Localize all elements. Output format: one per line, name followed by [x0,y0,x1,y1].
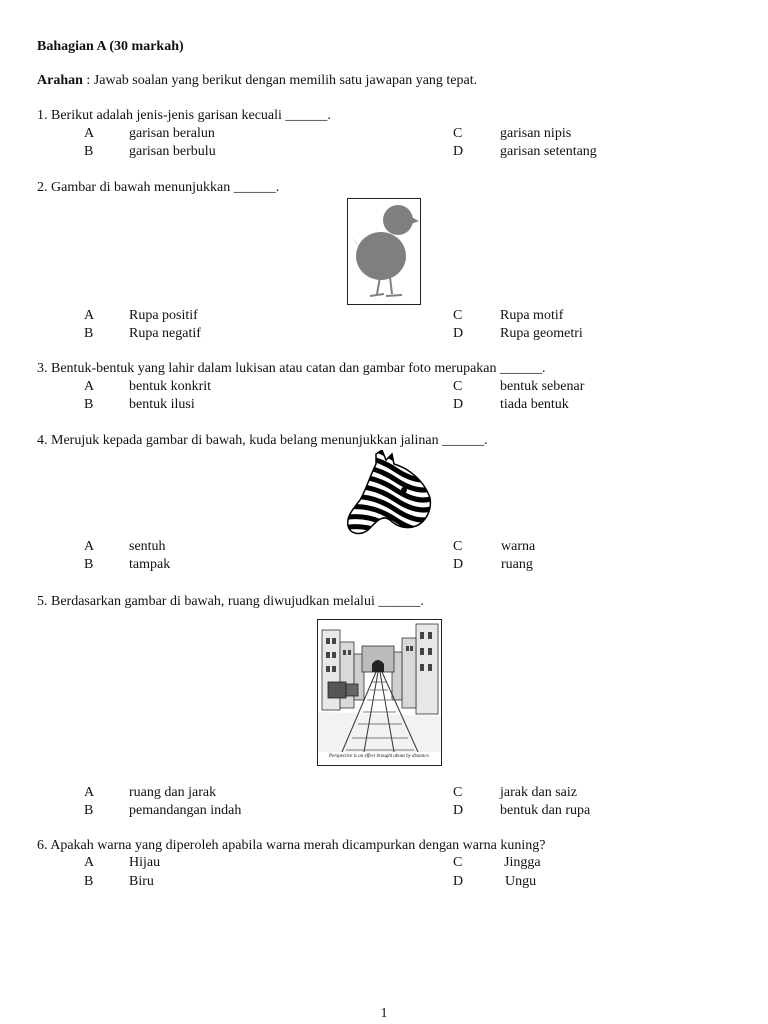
railway-perspective-figure [317,619,442,766]
option-d-letter: D [453,874,464,889]
option-a-text: sentuh [129,539,166,554]
option-c-letter: C [453,379,463,394]
option-c-text: Rupa motif [500,308,564,323]
option-d-text: Rupa geometri [500,326,583,341]
option-b-text: tampak [129,557,171,572]
option-b-letter: B [84,144,94,159]
option-b-letter: B [84,326,94,341]
option-b-text: Rupa negatif [129,326,201,341]
option-a-letter: A [84,308,95,323]
option-d-letter: D [453,397,464,412]
railway-perspective-icon [318,620,441,752]
zebra-head-icon [346,450,432,538]
option-b-text: Biru [129,874,154,889]
question-text: 4. Merujuk kepada gambar di bawah, kuda belang menunjukkan jalinan ______. [37,433,488,448]
option-d-text: Ungu [505,874,537,889]
question-text: 5. Berdasarkan gambar di bawah, ruang diwujudkan melalui ______. [37,594,424,609]
option-d-letter: D [453,803,464,818]
question-text: 3. Bentuk-bentuk yang lahir dalam lukisan atau catan dan gambar foto merupakan ______. [37,361,546,376]
instruction-label: Arahan [37,73,83,88]
question-text: 6. Apakah warna yang diperoleh apabila warna merah dicampurkan dengan warna kuning? [37,838,546,853]
option-c-text: Jingga [504,855,541,870]
instruction-text: : Jawab soalan yang berikut dengan memilih satu jawapan yang tepat. [82,73,478,88]
option-a-text: ruang dan jarak [129,785,217,800]
option-a-text: garisan beralun [129,126,215,141]
chick-silhouette-icon [348,199,420,304]
option-d-letter: D [453,326,464,341]
option-d-text: garisan setentang [500,144,597,159]
option-c-letter: C [453,785,463,800]
option-a-letter: A [84,379,95,394]
option-a-text: Rupa positif [129,308,198,323]
option-b-letter: B [84,874,94,889]
option-a-letter: A [84,855,95,870]
option-b-text: pemandangan indah [129,803,242,818]
option-c-text: garisan nipis [500,126,572,141]
option-b-letter: B [84,557,94,572]
option-c-letter: C [453,855,463,870]
option-c-text: warna [501,539,536,554]
option-a-text: bentuk konkrit [129,379,212,394]
option-b-letter: B [84,803,94,818]
option-d-text: ruang [501,557,533,572]
instruction [37,72,477,90]
option-a-letter: A [84,539,95,554]
option-d-text: tiada bentuk [500,397,569,412]
option-a-letter: A [84,126,95,141]
chick-silhouette-figure [347,198,421,305]
option-d-letter: D [453,144,464,159]
option-d-text: bentuk dan rupa [500,803,591,818]
section-title: Bahagian A (30 markah) [37,39,184,54]
option-b-letter: B [84,397,94,412]
page-number: 1 [380,1006,388,1021]
option-b-text: garisan berbulu [129,144,216,159]
option-a-text: Hijau [129,855,161,870]
option-d-letter: D [453,557,464,572]
option-c-letter: C [453,308,463,323]
question-text: 2. Gambar di bawah menunjukkan ______. [37,180,280,195]
option-c-letter: C [453,126,463,141]
option-c-text: bentuk sebenar [500,379,585,394]
zebra-figure [346,450,432,538]
question-text: 1. Berikut adalah jenis-jenis garisan kecuali ______. [37,108,331,123]
option-a-letter: A [84,785,95,800]
option-c-text: jarak dan saiz [500,785,577,800]
option-c-letter: C [453,539,463,554]
option-b-text: bentuk ilusi [129,397,195,412]
figure-caption: Perspective is an effect brought about by distance. [329,754,430,759]
